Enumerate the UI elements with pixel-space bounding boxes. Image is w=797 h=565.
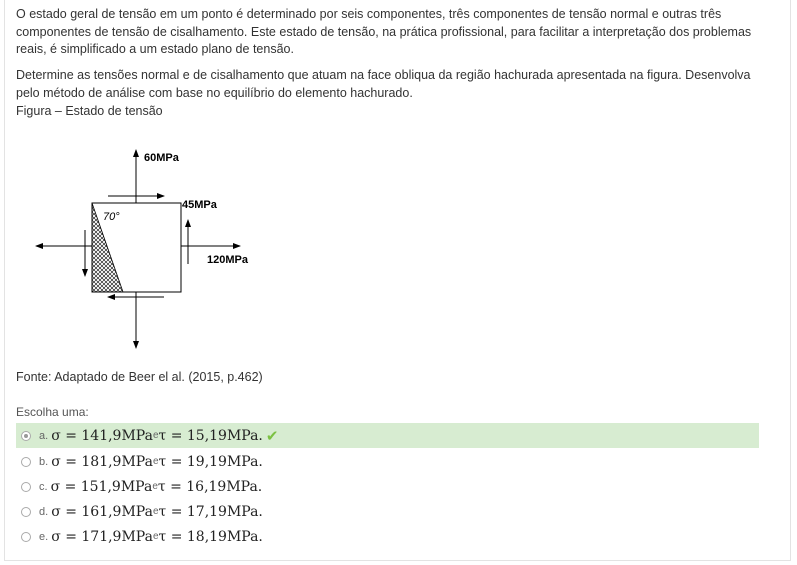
question-paragraph-1: O estado geral de tensão em um ponto é determinado por seis componentes, três componentes de tensão normal e outras três componentes de tensão de cisalhamento. Este estado de tensão, na prática profissional, para facilitar a interpretação dos problemas reais, é simplificado a um estado plano de tensão. [16, 7, 752, 56]
option-conj: e [152, 430, 159, 441]
check-icon: ✔ [265, 427, 279, 445]
option-sigma: σ = 181,9MPa [51, 453, 153, 470]
option-letter: b. [39, 455, 49, 468]
option-letter: e. [39, 530, 49, 543]
option-tau: τ = 17,19MPa. [158, 503, 263, 520]
option-conj: e [152, 506, 159, 517]
option-tau: τ = 15,19MPa. [158, 427, 263, 444]
answer-option-e[interactable] [16, 524, 759, 549]
label-angle: 70° [103, 211, 120, 223]
answer-option-c[interactable] [16, 474, 759, 499]
option-tau: τ = 18,19MPa. [158, 528, 263, 545]
option-letter: a. [39, 429, 49, 442]
figure-caption: Figura – Estado de tensão [16, 104, 163, 118]
option-sigma: σ = 141,9MPa [51, 427, 153, 444]
option-conj: e [152, 456, 159, 467]
option-conj: e [152, 481, 158, 492]
option-tau: τ = 16,19MPa. [157, 478, 263, 495]
radio-button[interactable] [21, 507, 31, 517]
radio-button[interactable] [21, 457, 31, 467]
stress-state-figure [30, 142, 270, 352]
figure-source: Fonte: Adaptado de Beer el al. (2015, p.462) [16, 370, 263, 384]
option-letter: d. [39, 505, 49, 518]
radio-button[interactable] [21, 431, 31, 441]
answer-option-a[interactable] [16, 423, 759, 448]
choose-label: Escolha uma: [16, 405, 89, 419]
answer-option-b[interactable] [16, 449, 759, 474]
option-sigma: σ = 161,9MPa [51, 503, 153, 520]
option-sigma: σ = 151,9MPa [50, 478, 153, 495]
answer-option-d[interactable] [16, 499, 759, 524]
option-letter: c. [39, 480, 48, 493]
radio-button[interactable] [21, 532, 31, 542]
option-tau: τ = 19,19MPa. [158, 453, 263, 470]
option-sigma: σ = 171,9MPa [51, 528, 153, 545]
question-paragraph-2: Determine as tensões normal e de cisalhamento que atuam na face obliqua da região hachurada apresentada na figura. Desenvolva pelo método de análise com base no equilíbrio do elemento hachurado. [16, 68, 751, 100]
label-45mpa: 45MPa [182, 199, 217, 211]
option-conj: e [152, 531, 159, 542]
label-60mpa: 60MPa [144, 152, 179, 164]
label-120mpa: 120MPa [207, 254, 248, 266]
radio-button[interactable] [21, 482, 31, 492]
